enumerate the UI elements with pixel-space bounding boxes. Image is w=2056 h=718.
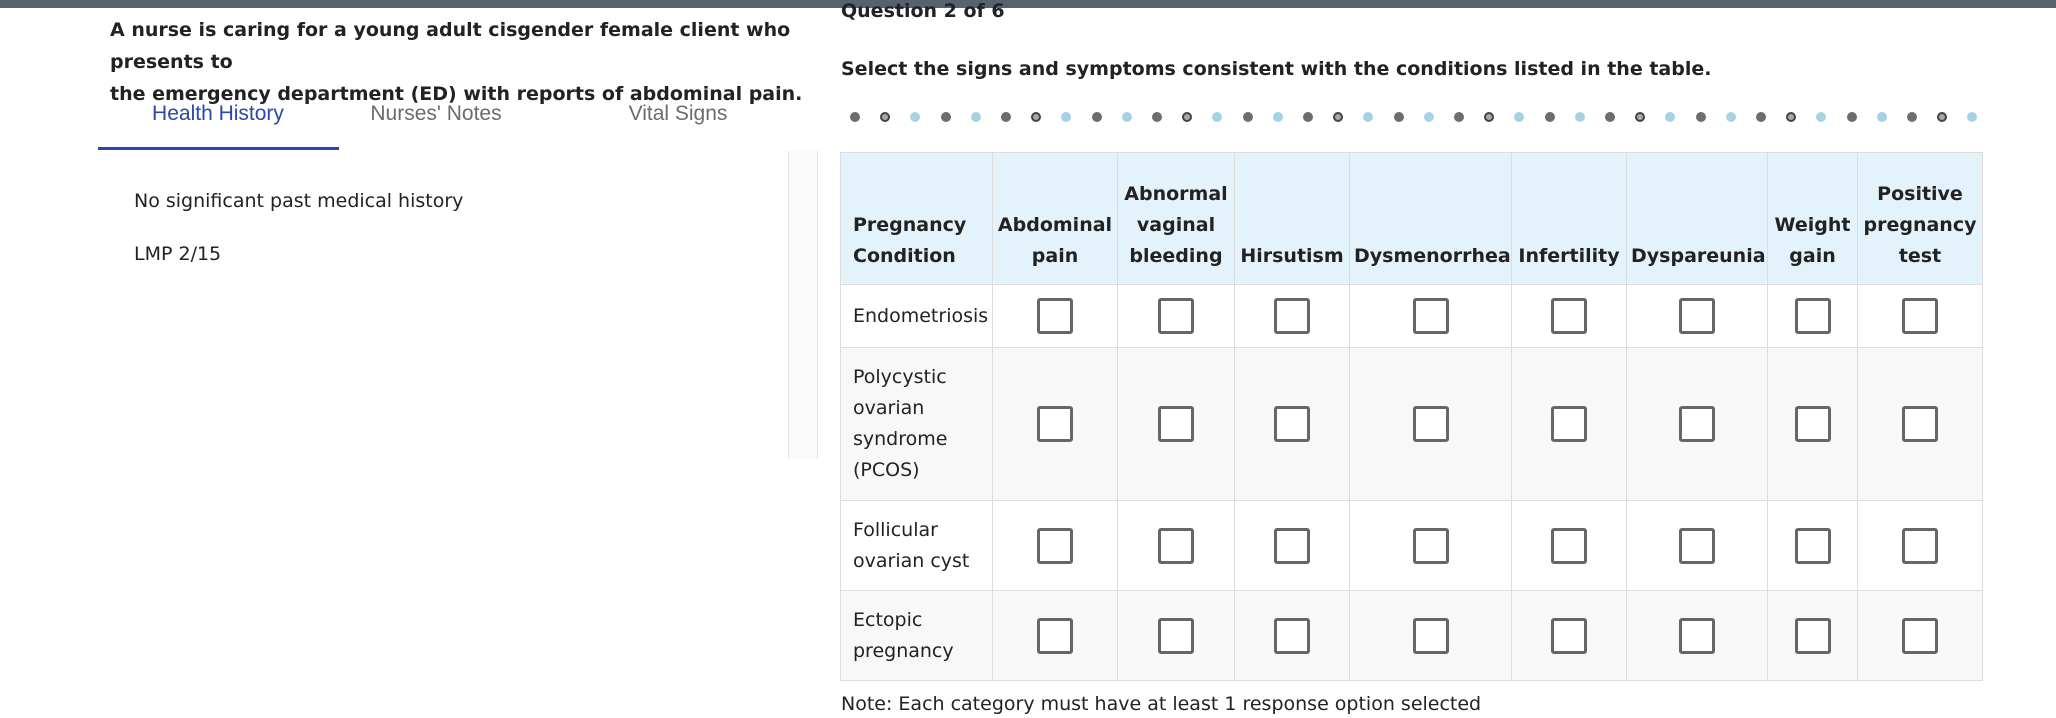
progress-dot [1273,112,1283,122]
tab-nurses-notes[interactable]: Nurses' Notes [370,102,502,125]
checkbox-cell [993,501,1118,591]
active-tab-indicator [98,147,339,150]
table-row [841,501,1983,591]
progress-dot [1484,112,1494,122]
progress-dot [1877,112,1887,122]
row-label-line: syndrome [853,428,948,450]
progress-dot [1152,112,1162,122]
row-label [841,501,993,591]
response-checkbox[interactable] [1158,298,1194,334]
response-checkbox[interactable] [1551,406,1587,442]
progress-dot [1243,112,1253,122]
row-label-line: Endometriosis [853,304,989,327]
progress-dot [1363,112,1373,122]
checkbox-cell [1118,501,1235,591]
response-checkbox[interactable] [1679,298,1715,334]
checkbox-cell [1512,348,1627,501]
response-checkbox[interactable] [1795,528,1831,564]
row-label-line: ovarian [853,397,925,419]
checkbox-cell [1118,591,1235,681]
column-header [1512,153,1627,285]
progress-dot [1726,112,1736,122]
row-label-line: pregnancy [853,639,954,662]
response-checkbox[interactable] [1551,298,1587,334]
header-text-line: Abnormal [1124,183,1228,205]
checkbox-cell [1118,285,1235,348]
scenario-line-2: the emergency department (ED) with reports of abdominal pain. [110,83,803,105]
instruction-note: Note: Each category must have at least 1 response option selected [841,693,1482,715]
progress-dot [1092,112,1102,122]
progress-dot [1756,112,1766,122]
tab-health-history[interactable]: Health History [152,102,284,125]
question-counter: Question 2 of 6 [841,0,1005,22]
checkbox-cell [1858,348,1983,501]
header-text-line: Pregnancy [853,214,967,236]
checkbox-cell [1235,285,1350,348]
response-checkbox[interactable] [1037,406,1073,442]
checkbox-cell [1235,348,1350,501]
header-text-line: pain [1031,245,1079,267]
response-checkbox[interactable] [1037,528,1073,564]
progress-dot [1514,112,1524,122]
health-history-content [134,186,463,292]
question-progress-dots [850,111,1980,125]
response-checkbox[interactable] [1902,298,1938,334]
column-header [993,153,1118,285]
progress-dot [1454,112,1464,122]
column-header [1118,153,1235,285]
progress-dot [1816,112,1826,122]
progress-dot [910,112,920,122]
response-checkbox[interactable] [1274,406,1310,442]
progress-dot [1333,112,1343,122]
checkbox-cell [1768,591,1858,681]
progress-dot [971,112,981,122]
header-text-line: vaginal [1136,214,1216,236]
checkbox-cell [1768,501,1858,591]
response-checkbox[interactable] [1902,528,1938,564]
progress-dot [1605,112,1615,122]
progress-dot [941,112,951,122]
checkbox-cell [993,285,1118,348]
column-header [1235,153,1350,285]
header-text-line: pregnancy [1863,214,1977,236]
checkbox-cell [1627,591,1768,681]
question-prompt: Select the signs and symptoms consistent with the conditions listed in the table. [841,58,1712,80]
header-text-line: test [1898,245,1942,267]
checkbox-cell [1512,285,1627,348]
column-header [1768,153,1858,285]
checkbox-cell [1768,285,1858,348]
table-row [841,348,1983,501]
row-label [841,591,993,681]
progress-dot [1061,112,1071,122]
progress-dot [1665,112,1675,122]
table-row [841,591,1983,681]
header-text-line: Dysmenorrhea [1354,245,1511,267]
checkbox-cell [1768,348,1858,501]
checkbox-cell [1350,285,1512,348]
response-checkbox[interactable] [1037,618,1073,654]
history-item: LMP 2/15 [134,243,222,265]
checkbox-cell [1858,501,1983,591]
checkbox-cell [1627,285,1768,348]
matrix-table [840,152,1983,681]
progress-dot [1122,112,1132,122]
progress-dot [1847,112,1857,122]
progress-dot [880,112,890,122]
row-label-line: Follicular [853,518,938,541]
checkbox-cell [1350,348,1512,501]
pane-splitter[interactable] [788,151,818,459]
header-text-line: Positive [1877,183,1963,205]
checkbox-cell [1350,591,1512,681]
response-checkbox[interactable] [1037,298,1073,334]
response-checkbox[interactable] [1158,528,1194,564]
response-checkbox[interactable] [1413,528,1449,564]
progress-dot [1907,112,1917,122]
progress-dot [1635,112,1645,122]
response-checkbox[interactable] [1679,528,1715,564]
response-checkbox[interactable] [1795,406,1831,442]
progress-dot [1575,112,1585,122]
checkbox-cell [1512,501,1627,591]
checkbox-cell [1627,501,1768,591]
progress-dot [1212,112,1222,122]
case-tabs [98,95,758,151]
checkbox-cell [1235,501,1350,591]
checkbox-cell [1350,501,1512,591]
header-text-line: Condition [853,245,956,267]
header-text-line: Abdominal [997,214,1113,236]
progress-dot [1545,112,1555,122]
response-checkbox[interactable] [1274,618,1310,654]
response-checkbox[interactable] [1679,618,1715,654]
header-text-line: Dyspareunia [1631,245,1766,267]
checkbox-cell [1512,591,1627,681]
column-header [1350,153,1512,285]
row-label-line: Polycystic [853,366,947,388]
response-checkbox[interactable] [1158,618,1194,654]
top-bar [0,0,2056,8]
scenario-line-1: A nurse is caring for a young adult cisgender female client who presents to [110,19,791,73]
progress-dot [1303,112,1313,122]
response-checkbox[interactable] [1551,618,1587,654]
progress-dot [1031,112,1041,122]
response-checkbox[interactable] [1551,528,1587,564]
row-label-line: (PCOS) [853,459,920,481]
header-pregnancy-condition [841,153,993,285]
response-checkbox[interactable] [1413,298,1449,334]
progress-dot [1786,112,1796,122]
response-checkbox[interactable] [1795,298,1831,334]
history-item: No significant past medical history [134,190,464,212]
progress-dot [850,112,860,122]
header-text-line: Weight [1774,214,1851,236]
header-text-line: bleeding [1129,245,1223,267]
response-checkbox[interactable] [1413,618,1449,654]
response-checkbox[interactable] [1274,298,1310,334]
progress-dot [1001,112,1011,122]
checkbox-cell [1858,591,1983,681]
response-checkbox[interactable] [1902,618,1938,654]
column-header [1858,153,1983,285]
tab-vital-signs[interactable]: Vital Signs [628,102,728,125]
checkbox-cell [1235,591,1350,681]
row-label [841,285,993,348]
row-label-line: ovarian cyst [853,549,970,572]
header-text-line: Infertility [1518,245,1620,267]
column-header [1627,153,1768,285]
response-checkbox[interactable] [1795,618,1831,654]
response-checkbox[interactable] [1158,406,1194,442]
progress-dot [1394,112,1404,122]
response-checkbox[interactable] [1274,528,1310,564]
progress-dot [1182,112,1192,122]
table-header-row [841,153,1983,285]
checkbox-cell [1627,348,1768,501]
checkbox-cell [1118,348,1235,501]
response-checkbox[interactable] [1413,406,1449,442]
checkbox-cell [993,348,1118,501]
progress-dot [1967,112,1977,122]
progress-dot [1696,112,1706,122]
header-text-line: gain [1789,245,1836,267]
response-checkbox[interactable] [1902,406,1938,442]
progress-dot [1937,112,1947,122]
row-label [841,348,993,501]
checkbox-cell [1858,285,1983,348]
table-row [841,285,1983,348]
row-label-line: Ectopic [853,608,923,631]
response-checkbox[interactable] [1679,406,1715,442]
checkbox-cell [993,591,1118,681]
progress-dot [1424,112,1434,122]
header-text-line: Hirsutism [1240,245,1344,267]
